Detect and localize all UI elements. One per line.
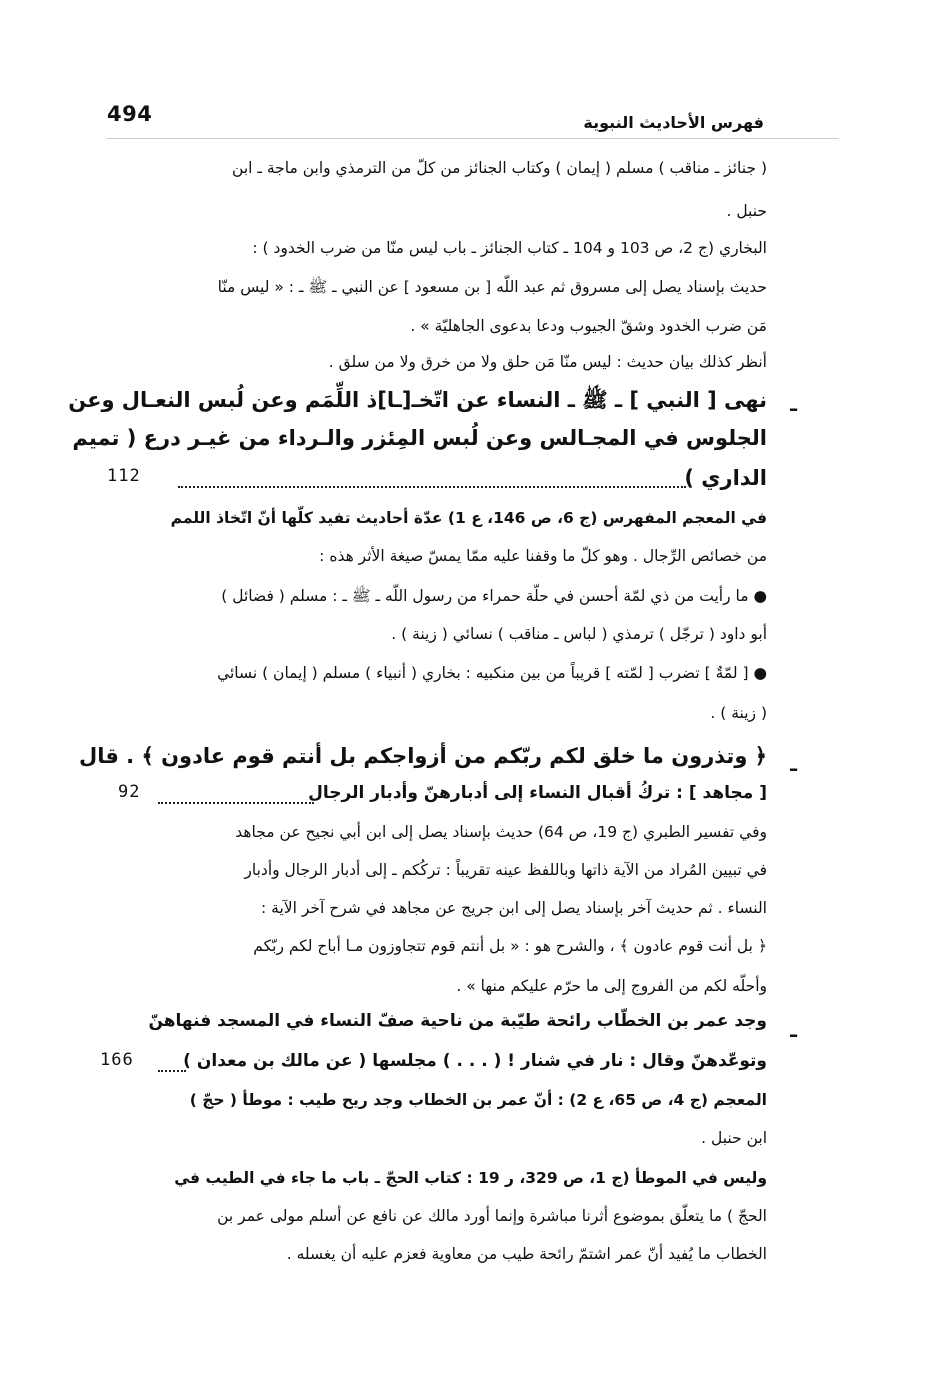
text-line: النساء . ثم حديث آخر بإسناد يصل إلى ابن جريج عن مجاهد في شرح آخر الآية :	[261, 899, 767, 917]
text-line: من خصائص الرِّجال . وهو كلّ ما وقفنا عليه ممّا يمسّ صيغة الأثر هذه :	[319, 547, 767, 565]
entry-text: الداري )	[684, 466, 767, 490]
entry-dash: ـ	[790, 392, 797, 416]
text-line: ابن حنبل .	[701, 1129, 767, 1147]
text-line: ● [ لمّةٌ ] تضرب [ لمّته ] قريباً من بين منكبيه : بخاري ( أنبياء ) مسلم ( إيمان ) نسائي	[217, 664, 767, 682]
text-line: ﴿ بل أنت قوم عادون ﴾ ، والشرح هو : « بل أنتم قوم تتجاوزون مـا أباح لكم ربّكم	[253, 937, 767, 955]
entry-dash: ـ	[790, 752, 797, 776]
text-line: وليس في الموطأ (ج 1، ص 329، ر 19 : كتاب الحجّ ـ باب ما جاء في الطيب في	[174, 1169, 767, 1187]
text-line: أبو داود ( ترجّل ) ترمذي ( لباس ـ مناقب ) نسائي ( زينة ) .	[391, 625, 767, 643]
entry-text: وتوعّدهنّ وقال : نار في شنار ! ( . . . ) مجلسها ( عن مالك بن معدان )	[183, 1051, 767, 1071]
text-line: في المعجم المفهرس (ج 6، ص 146، ع 1) عدّة أحاديث تفيد كلّها أنّ اتّخاذ اللمم	[170, 509, 767, 527]
text-line: الخطاب ما يُفيد أنّ عمر اشتمّ رائحة طيب من معاوية فعزم عليه أن يغسله .	[286, 1245, 767, 1263]
entry-text: وجد عمر بن الخطّاب رائحة طيّبة من ناحية صفّ النساء في المسجد فنهاهنّ	[148, 1011, 767, 1031]
text-line: البخاري (ج 2، ص 103 و 104 ـ كتاب الجنائز ـ باب ليس منّا من ضرب الخدود ) :	[252, 239, 767, 257]
dot-leader	[158, 802, 314, 804]
text-line: وفي تفسير الطبري (ج 19، ص 64) حديث بإسناد يصل إلى ابن أبي نجيح عن مجاهد	[235, 823, 767, 841]
text-line: ( جنائز ـ مناقب ) مسلم ( إيمان ) وكتاب الجنائز من كلّ من الترمذي وابن ماجة ـ ابن	[232, 159, 767, 177]
entry-number: 166	[100, 1050, 134, 1070]
text-line: ● ما رأيت من ذي لمّة أحسن في حلّة حمراء من رسول اللّه ـ ﷺ ـ : مسلم ( فضائل )	[221, 587, 767, 605]
header-rule	[107, 138, 839, 139]
dot-leader	[178, 486, 686, 488]
text-line: في تبيين المُراد من الآية ذاتها وباللفظ عينه تقريباً : تركُكم ـ إلى أدبار الرجال وأدبار	[244, 861, 767, 879]
text-line: وأحلّه لكم من الفروج إلى ما حرّم عليكم منها » .	[456, 977, 767, 995]
text-line: أنظر كذلك بيان حديث : ليس منّا مَن حلق ولا من خرق ولا من سلق .	[328, 353, 767, 371]
entry-text: [ مجاهد ] : تركُ أقبال النساء إلى أدبارهنّ وأدبار الرجال	[308, 783, 767, 803]
page-number: 494	[107, 102, 153, 126]
text-line: الحجّ ) ما يتعلّق بموضوع أثرنا مباشرة وإنما أورد مالك عن نافع عن أسلم مولى عمر بن	[217, 1207, 767, 1225]
text-line: حنبل .	[726, 202, 767, 220]
entry-number: 112	[107, 466, 141, 486]
text-line: المعجم (ج 4، ص 65، ع 2) : أنّ عمر بن الخطاب وجد ريح طيب : موطأ ( حجّ )	[189, 1091, 767, 1109]
entry-dash: ـ	[790, 1018, 797, 1042]
dot-leader	[158, 1070, 186, 1072]
text-line: مَن ضرب الخدود وشقّ الجيوب ودعا بدعوى الجاهليّة » .	[410, 317, 767, 335]
running-title: فهرس الأحاديث النبوية	[583, 113, 764, 132]
text-line: ( زينة ) .	[710, 704, 767, 722]
entry-text: نهى [ النبي ] ـ ﷺ ـ النساء عن اتّخـ[ـا]ذ اللِّمَم وعن لُبس النعـال وعن	[68, 388, 767, 412]
entry-number: 92	[118, 782, 141, 802]
text-line: حديث بإسناد يصل إلى مسروق ثم عبد اللّه [ بن مسعود ] عن النبي ـ ﷺ ـ : « ليس منّا	[217, 278, 767, 296]
entry-text: ﴿ وتذرون ما خلق لكم ربّكم من أزواجكم بل أنتم قوم عادون ﴾ . قال	[79, 744, 767, 768]
entry-text: الجلوس في المجـالس وعن لُبس المِئزر والـرداء من غيـر درع ( تميم	[72, 426, 767, 450]
